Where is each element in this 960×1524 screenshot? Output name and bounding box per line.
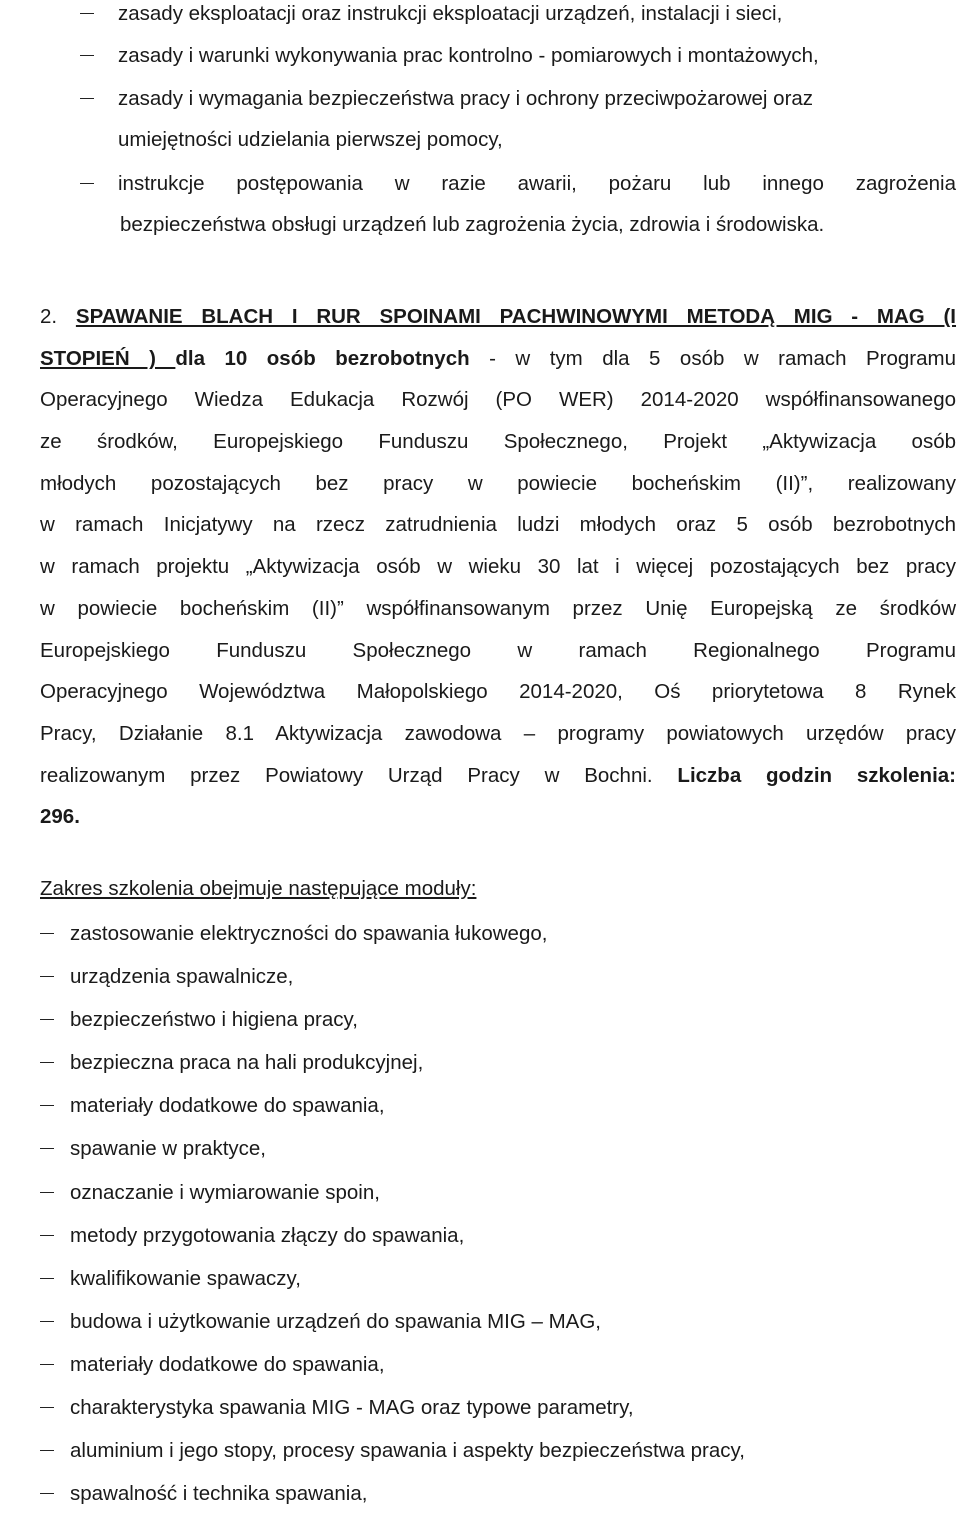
dash-bullet-icon [40, 1450, 54, 1451]
list-item [0, 1093, 960, 1136]
list-item [0, 1266, 960, 1309]
section-title-line [40, 338, 956, 380]
modules-list [0, 921, 960, 1524]
dash-bullet-icon [40, 1019, 54, 1020]
dash-bullet-icon [40, 1364, 54, 1365]
body-line: Europejskiego Funduszu Społecznego w ramach Regionalnego Programu [40, 638, 956, 662]
list-item-text: umiejętności udzielania pierwszej pomocy, [118, 128, 503, 151]
dash-bullet-icon [40, 1148, 54, 1149]
body-line: młodych pozostających bez pracy w powiecie bocheńskim (II)”, realizowany [40, 471, 956, 495]
list-item [0, 1395, 960, 1438]
list-item [0, 1481, 960, 1524]
hours-value: 296. [40, 805, 80, 829]
body-line: w ramach Inicjatywy na rzecz zatrudnienia ludzi młodych oraz 5 osób bezrobotnych [40, 513, 956, 537]
list-item [0, 964, 960, 1007]
body-line: Operacyjnego Województwa Małopolskiego 2014-2020, Oś priorytetowa 8 Rynek [40, 680, 956, 704]
hours-label: Liczba godzin szkolenia: [677, 763, 956, 787]
body-line: ze środków, Europejskiego Funduszu Społecznego, Projekt „Aktywizacja osób [40, 430, 956, 454]
list-item [0, 1438, 960, 1481]
modules-heading: Zakres szkolenia obejmuje następujące moduły: [40, 877, 477, 900]
dash-bullet-icon [80, 55, 94, 56]
participants-count: dla 10 osób bezrobotnych [175, 346, 470, 370]
module-item-text: aluminium i jego stopy, procesy spawania i aspekty bezpieczeństwa pracy, [70, 1439, 745, 1463]
body-text: - w tym dla 5 osób w ramach Programu [469, 346, 956, 370]
module-item-text: budowa i użytkowanie urządzeń do spawania MIG – MAG, [70, 1309, 601, 1333]
section-title-continued: STOPIEŃ ) [40, 346, 176, 370]
list-item [0, 921, 960, 964]
list-item [0, 1007, 960, 1050]
dash-bullet-icon [40, 976, 54, 977]
module-item-text: charakterystyka spawania MIG - MAG oraz typowe parametry, [70, 1396, 634, 1420]
list-item-text: instrukcje postępowania w razie awarii, pożaru lub innego zagrożenia [118, 172, 956, 195]
module-item-text: bezpieczeństwo i higiena pracy, [70, 1008, 358, 1032]
list-item [0, 1136, 960, 1179]
list-item [0, 1223, 960, 1266]
body-line: Pracy, Działanie 8.1 Aktywizacja zawodowa – programy powiatowych urzędów pracy [40, 721, 956, 745]
dash-bullet-icon [40, 1235, 54, 1236]
module-item-text: spawalność i technika spawania, [70, 1482, 368, 1506]
list-item [0, 1352, 960, 1395]
dash-bullet-icon [40, 1407, 54, 1408]
body-line: w ramach projektu „Aktywizacja osób w wieku 30 lat i więcej pozostających bez pracy [40, 555, 956, 579]
dash-bullet-icon [40, 1321, 54, 1322]
section-title-line [40, 296, 956, 338]
list-item-text: zasady i wymagania bezpieczeństwa pracy i ochrony przeciwpożarowej oraz [118, 87, 814, 110]
module-item-text: spawanie w praktyce, [70, 1137, 266, 1161]
module-item-text: zastosowanie elektryczności do spawania łukowego, [70, 922, 548, 945]
list-item-text: zasady eksploatacji oraz instrukcji eksploatacji urządzeń, instalacji i sieci, [118, 2, 783, 25]
dash-bullet-icon [80, 183, 94, 184]
dash-bullet-icon [40, 1105, 54, 1106]
list-item [0, 1050, 960, 1093]
dash-bullet-icon [80, 98, 94, 99]
dash-bullet-icon [80, 13, 94, 14]
body-line: Operacyjnego Wiedza Edukacja Rozwój (PO WER) 2014-2020 współfinansowanego [40, 388, 956, 412]
list-item-text: zasady i warunki wykonywania prac kontrolno - pomiarowych i montażowych, [118, 44, 819, 67]
body-line: w powiecie bocheńskim (II)” współfinansowanym przez Unię Europejską ze środków [40, 596, 956, 620]
dash-bullet-icon [40, 1278, 54, 1279]
module-item-text: bezpieczna praca na hali produkcyjnej, [70, 1051, 424, 1075]
module-item-text: urządzenia spawalnicze, [70, 965, 294, 989]
body-text: realizowanym przez Powiatowy Urząd Pracy w Bochni. [40, 763, 678, 787]
dash-bullet-icon [40, 1062, 54, 1063]
list-item-text: bezpieczeństwa obsługi urządzeń lub zagrożenia życia, zdrowia i środowiska. [120, 213, 825, 236]
module-item-text: materiały dodatkowe do spawania, [70, 1352, 385, 1376]
module-item-text: kwalifikowanie spawaczy, [70, 1266, 301, 1290]
list-item [0, 1180, 960, 1223]
dash-bullet-icon [40, 933, 54, 934]
module-item-text: metody przygotowania złączy do spawania, [70, 1223, 465, 1247]
dash-bullet-icon [40, 1192, 54, 1193]
section-number: 2. [40, 305, 58, 328]
body-line [40, 755, 956, 797]
section-2-paragraph [40, 296, 956, 838]
module-item-text: oznaczanie i wymiarowanie spoin, [70, 1180, 380, 1204]
section-title: SPAWANIE BLACH I RUR SPOINAMI PACHWINOWYMI METODĄ MIG - MAG (I [75, 305, 957, 328]
dash-bullet-icon [40, 1493, 54, 1494]
list-item [0, 1309, 960, 1352]
module-item-text: materiały dodatkowe do spawania, [70, 1094, 385, 1118]
